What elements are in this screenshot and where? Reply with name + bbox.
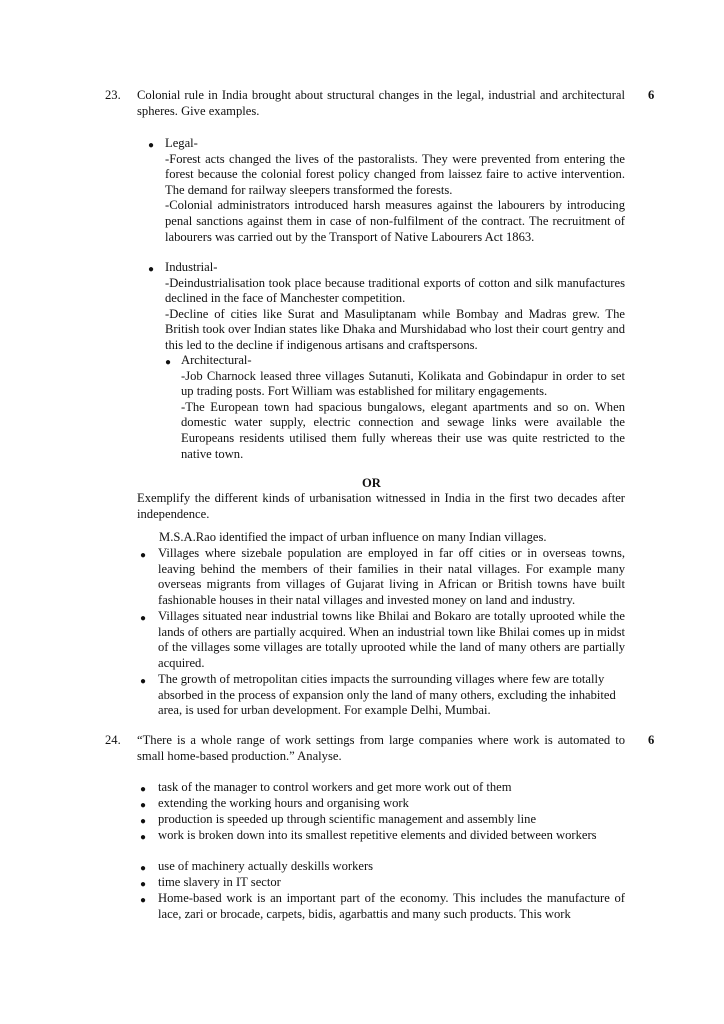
list-item: task of the manager to control workers and get more work out of them xyxy=(158,780,512,794)
bullet-icon: ● xyxy=(140,613,147,624)
list-item: The growth of metropolitan cities impacts the surrounding villages where few are totally absorbed in the process of expansion only the land of many others, excluding the inhabited area, is used for urban development. For example Delhi, Mumbai. xyxy=(158,672,616,718)
list-item: time slavery in IT sector xyxy=(158,875,281,889)
bullet-icon: ● xyxy=(140,832,147,843)
list-item: use of machinery actually deskills workers xyxy=(158,859,374,873)
paragraph: -The European town had spacious bungalows, elegant apartments and so on. When domestic water supply, electric connection and sewage links were available the Europeans residents utilised them fully whereas their use was quite restricted to the native town. xyxy=(181,399,625,461)
paragraph: -Deindustrialisation took place because traditional exports of cotton and silk manufactures declined in the face of Manchester competition. xyxy=(165,275,625,306)
bullet-icon: ● xyxy=(140,863,147,874)
list-item: Villages where sizebale population are employed in far off cities or in overseas towns, leaving behind the members of their families in their natal villages. For example many overseas migrants from villages of Gujarat living in African or British towns have built fashionable houses in their natal villages and invested money on land and industry. xyxy=(158,546,625,607)
list-item: extending the working hours and organising work xyxy=(158,796,409,810)
paragraph: -Forest acts changed the lives of the pastoralists. They were prevented from entering the forest because the colonial forest policy changed from laissez faire to active intervention. The demand for railway sleepers transformed the forests. xyxy=(165,151,625,197)
industrial-section xyxy=(165,260,625,354)
alternative-intro: M.S.A.Rao identified the impact of urban influence on many Indian villages. xyxy=(159,530,547,544)
list-item: Home-based work is an important part of the economy. This includes the manufacture of lace, zari or brocade, carpets, bidis, agarbattis and many such products. This work xyxy=(158,891,625,921)
section-heading: Industrial- xyxy=(165,260,218,274)
legal-section xyxy=(165,136,625,245)
section-heading: Architectural- xyxy=(181,353,252,367)
paragraph: -Colonial administrators introduced harsh measures against the labourers by introducing penal sanctions against them in case of non-fulfilment of the contract. The recruitment of labourers was carried out by the Transport of Native Labourers Act 1863. xyxy=(165,198,625,244)
question-text: Colonial rule in India brought about structural changes in the legal, industrial and architectural spheres. Give examples. xyxy=(137,88,625,118)
bullet-icon: ● xyxy=(140,800,147,811)
bullet-icon: ● xyxy=(140,550,147,561)
question-marks: 6 xyxy=(648,88,655,102)
list-item: work is broken down into its smallest repetitive elements and divided between workers xyxy=(158,828,597,842)
question-marks: 6 xyxy=(648,733,655,747)
list-item: production is speeded up through scientific management and assembly line xyxy=(158,812,537,826)
bullet-icon: ● xyxy=(140,816,147,827)
architectural-section xyxy=(181,353,625,462)
bullet-icon: ● xyxy=(140,879,147,890)
list-item: Villages situated near industrial towns like Bhilai and Bokaro are totally uprooted while the lands of others are partially acquired. When an industrial town like Bhilai comes up in midst of the villages some villages are totally uprooted while the land of many others are partially acquired. xyxy=(158,609,625,670)
bullet-icon: ● xyxy=(165,357,172,368)
bullet-icon: ● xyxy=(140,676,147,687)
bullet-icon: ● xyxy=(148,264,155,275)
bullet-icon: ● xyxy=(148,140,155,151)
paragraph: -Job Charnock leased three villages Sutanuti, Kolikata and Gobindapur in order to set up trading posts. Fort William was established for military engagements. xyxy=(181,368,625,399)
bullet-icon: ● xyxy=(140,784,147,795)
question-number: 23. xyxy=(105,88,121,102)
paragraph: -Decline of cities like Surat and Masuliptanam while Bombay and Madras grew. The British took over Indian states like Dhaka and Murshidabad who lost their court gentry and this led to the decline if indigenous artisans and craftspersons. xyxy=(165,306,625,352)
question-number: 24. xyxy=(105,733,121,747)
bullet-icon: ● xyxy=(140,895,147,906)
or-separator: OR xyxy=(362,476,381,490)
alternative-question: Exemplify the different kinds of urbanisation witnessed in India in the first two decades after independence. xyxy=(137,491,625,521)
section-heading: Legal- xyxy=(165,136,198,150)
question-text: “There is a whole range of work settings from large companies where work is automated to small home-based production.” Analyse. xyxy=(137,733,625,763)
